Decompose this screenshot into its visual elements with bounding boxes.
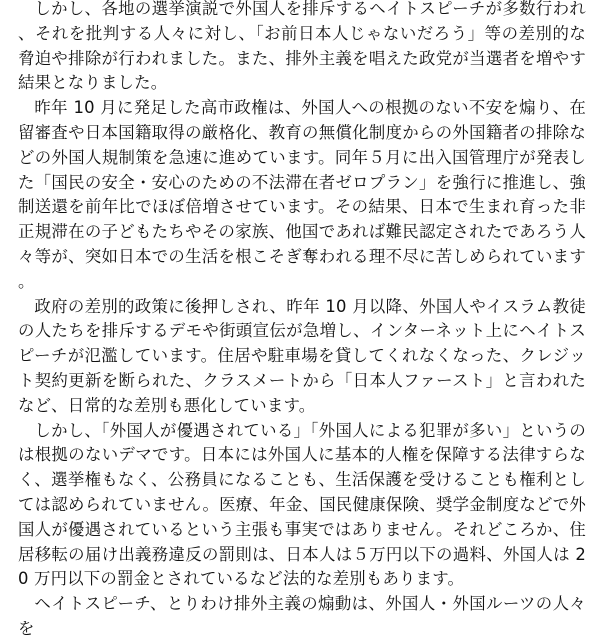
paragraph-1: しかし、各地の選挙演説で外国人を排斥するヘイトスピーチが多数行われ、それを批判する人々に対し、「お前日本人じゃないだろう」等の差別的な脅迫や排除が行われました。また、排外主義を唱えた政党が当選者を増やす結果となりました。 [18,0,586,93]
paragraph-2: 昨年 10 月に発足した高市政権は、外国人への根拠のない不安を煽り、在留審査や日本国籍取得の厳格化、教育の無償化制度からの外国籍者の排除などの外国人規制策を急速に進めています。同年５月に出入国管理庁が発表した「国民の安全・安心のための不法滞在者ゼロプラン」を強行に推進し、強制送還を前年比でほぼ倍増させています。その結果、日本で生まれ育った非正規滞在の子どもたちやその家族、他国であれば難民認定されたであろう人々等が、突如日本での生活を根こそぎ奪われる理不尽に苦しめられています。 [18,98,586,291]
paragraph-3: 政府の差別的政策に後押しされ、昨年 10 月以降、外国人やイスラム教徒の人たちを排斥するデモや街頭宣伝が急増し、インターネット上にヘイトスピーチが氾濫しています。住居や駐車場を貸してくれなくなった、クレジット契約更新を断られた、クラスメートから「日本人ファースト」と言われたなど、日常的な差別も悪化しています。 [18,296,586,415]
paragraph-5: ヘイトスピーチ、とりわけ排外主義の煽動は、外国人・外国ルーツの人々を [18,594,586,638]
paragraph-4: しかし、「外国人が優遇されている」「外国人による犯罪が多い」というのは根拠のないデマです。日本には外国人に基本的人権を保障する法律すらなく、選挙権もなく、公務員になることも、生活保護を受けることも権利としては認められていません。医療、年金、国民健康保険、奨学金制度などで外国人が優遇されているという主張も事実ではありません。それどころか、住居移転の届け出義務違反の罰則は、日本人は５万円以下の過料、外国人は 20 万円以下の罰金とされているなど法的な差別もあります。 [18,420,586,589]
